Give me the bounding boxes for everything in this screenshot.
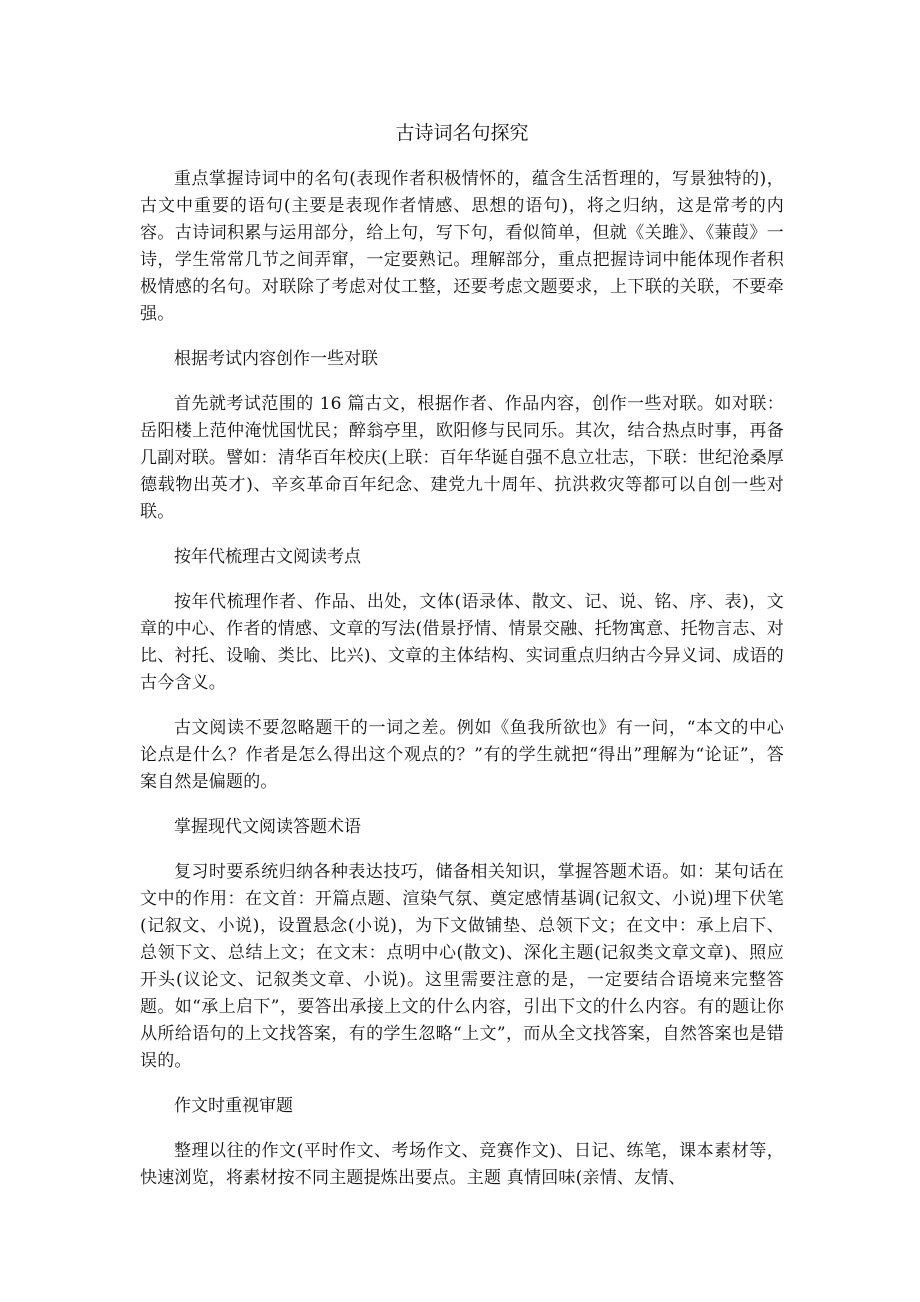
document-title: 古诗词名句探究 — [395, 122, 529, 144]
paragraph-classical-reading: 按年代梳理作者、作品、出处，文体(语录体、散文、记、说、铭、序、表)，文章的中心、作者的情感、文章的写法(借景抒情、情景交融、托物寓意、托物言志、对比、衬托、设喻、类比、比兴)、文章的主体结构、实词重点归纳古今异义词、成语的古今含义。 — [140, 592, 784, 693]
section-heading-couplets: 根据考试内容创作一些对联 — [174, 349, 378, 369]
document-page — [140, 118, 784, 1210]
paragraph-question-wording: 古文阅读不要忽略题干的一词之差。例如《鱼我所欲也》有一问，“本文的中心论点是什么？作者是怎么得出这个观点的？”有的学生就把“得出”理解为“论证”，答案自然是偏题的。 — [140, 718, 784, 792]
paragraph-couplets: 首先就考试范围的 16 篇古文，根据作者、作品内容，创作一些对联。如对联：岳阳楼上范仲淹忧国忧民；醉翁亭里，欧阳修与民同乐。其次，结合热点时事，再备几副对联。譬如：清华百年校庆(上联：百年华诞自强不息立壮志，下联：世纪沧桑厚德载物出英才)、辛亥革命百年纪念、建党九十周年、抗洪救灾等都可以自创一些对联。 — [140, 394, 784, 522]
section-heading-composition: 作文时重视审题 — [174, 1096, 293, 1116]
paragraph-composition: 整理以往的作文(平时作文、考场作文、竞赛作文)、日记、练笔，课本素材等，快速浏览，将素材按不同主题提炼出要点。主题 真情回味(亲情、友情、 — [140, 1141, 784, 1188]
paragraph-intro: 重点掌握诗词中的名句(表现作者积极情怀的，蕴含生活哲理的，写景独特的)，古文中重要的语句(主要是表现作者情感、思想的语句)，将之归纳，这是常考的内容。古诗词积累与运用部分，给上句，写下句，看似简单，但就《关雎》、《蒹葭》一诗，学生常常几节之间弄窜，一定要熟记。理解部分，重点把握诗词中能体现作者积极情感的名句。对联除了考虑对仗工整，还要考虑文题要求，上下联的关联，不要牵强。 — [140, 169, 784, 324]
paragraph-modern-reading: 复习时要系统归纳各种表达技巧，储备相关知识，掌握答题术语。如：某句话在文中的作用：在文首：开篇点题、渲染气氛、奠定感情基调(记叙文、小说)埋下伏笔(记叙文、小说)，设置悬念(小说)，为下文做铺垫、总领下文；在文中：承上启下、总领下文、总结上文；在文末：点明中心(散文)、深化主题(记叙类文章文章)、照应开头(议论文、记叙类文章、小说)。这里需要注意的是，一定要结合语境来完整答题。如“承上启下”，要答出承接上文的什么内容，引出下文的什么内容。有的题让你从所给语句的上文找答案，有的学生忽略“上文”，而从全文找答案，自然答案也是错误的。 — [140, 862, 784, 1071]
section-heading-classical-reading: 按年代梳理古文阅读考点 — [174, 547, 361, 567]
section-heading-modern-reading: 掌握现代文阅读答题术语 — [174, 817, 361, 837]
